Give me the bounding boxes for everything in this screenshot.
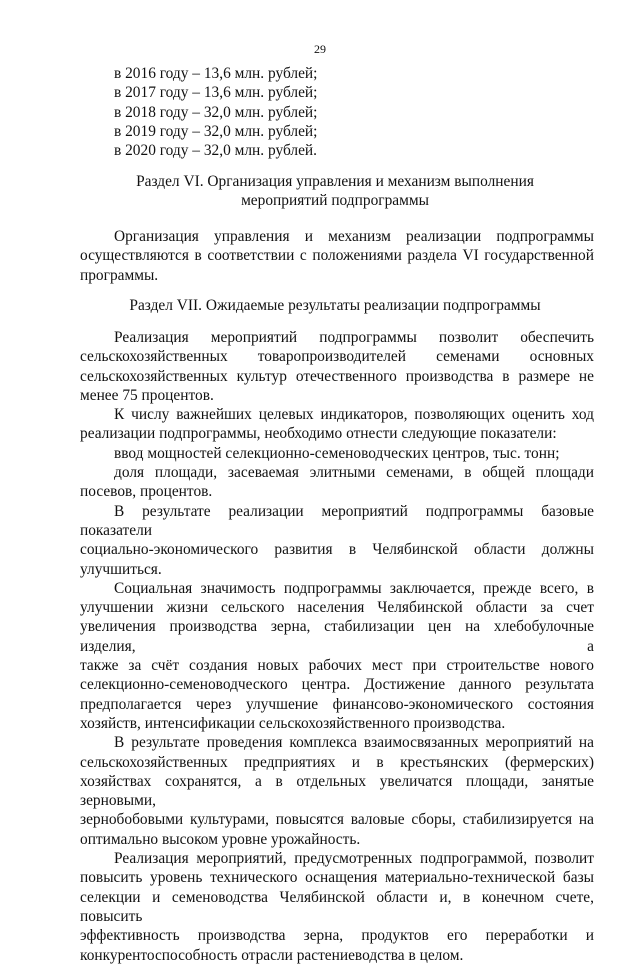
text-line: сельскохозяйственных предприятиях и в крестьянских (фермерских) bbox=[80, 753, 594, 771]
text-line: Реализация мероприятий подпрограммы позволит обеспечить bbox=[114, 329, 594, 346]
text-line: К числу важнейших целевых индикаторов, позволяющих оценить ход bbox=[114, 406, 594, 424]
text-line: селекции и семеноводства Челябинской области и, в конечном счете, повысить bbox=[80, 888, 594, 925]
text-line: ввод мощностей селекционно-семеноводческих центров, тыс. тонн; bbox=[114, 444, 560, 462]
page-number: 29 bbox=[314, 42, 326, 56]
section-6-heading-line: мероприятий подпрограммы bbox=[241, 192, 429, 210]
text-line: реализации подпрограммы, необходимо отнести следующие показатели: bbox=[80, 425, 557, 443]
section-7-heading-line: Раздел VII. Ожидаемые результаты реализации подпрограммы bbox=[129, 297, 541, 314]
funding-list bbox=[114, 64, 317, 160]
text-line: улучшиться. bbox=[80, 560, 162, 578]
text-line: социально-экономического развития в Челябинской области должны bbox=[80, 541, 594, 559]
section-7-body bbox=[80, 328, 594, 965]
funding-line: в 2020 году – 32,0 млн. рублей. bbox=[114, 142, 318, 160]
text-line: менее 75 процентов. bbox=[80, 386, 214, 404]
text-line: хозяйств, интенсификации сельскохозяйственного производства. bbox=[80, 714, 506, 732]
text-line: сельскохозяйственных товаропроизводителей семенами основных bbox=[80, 348, 594, 366]
text-line: В результате проведения комплекса взаимосвязанных мероприятий на bbox=[114, 734, 594, 752]
text-line: повысить уровень технического оснащения материально-технической базы bbox=[80, 869, 594, 887]
section-6-paragraph bbox=[80, 227, 594, 285]
text-line: Реализация мероприятий, предусмотренных подпрограммой, позволит bbox=[114, 850, 594, 868]
text-line: эффективность производства зерна, продуктов его переработки и bbox=[80, 927, 594, 945]
text-line: также за счёт создания новых рабочих мест при строительстве нового bbox=[80, 657, 594, 675]
funding-line: в 2016 году – 13,6 млн. рублей; bbox=[114, 65, 318, 82]
text-line: увеличения производства зерна, стабилизации цен на хлебобулочные изделия, а bbox=[80, 618, 594, 655]
funding-line: в 2017 году – 13,6 млн. рублей; bbox=[114, 84, 318, 102]
text-line: В результате реализации мероприятий подпрограммы базовые показатели bbox=[80, 502, 594, 539]
text-line: оптимально высоком уровне урожайность. bbox=[80, 830, 361, 848]
text-line: осуществляются в соответствии с положениями раздела VI государственной bbox=[80, 247, 594, 265]
text-line: селекционно-семеноводческого центра. Достижение данного результата bbox=[80, 676, 594, 694]
text-line: посевов, процентов. bbox=[80, 483, 213, 501]
text-line: зернобобовыми культурами, повысятся валовые сборы, стабилизируется на bbox=[80, 811, 594, 829]
text-line: доля площади, засеваемая элитными семенами, в общей площади bbox=[114, 464, 594, 482]
text-line: программы. bbox=[80, 266, 159, 284]
funding-line: в 2018 году – 32,0 млн. рублей; bbox=[114, 103, 318, 121]
text-line: Социальная значимость подпрограммы заключается, прежде всего, в bbox=[114, 579, 594, 597]
text-line: сельскохозяйственных культур отечественного производства в размере не bbox=[80, 367, 594, 385]
section-6-heading bbox=[80, 172, 590, 211]
text-line: улучшении жизни сельского населения Челябинской области за счет bbox=[80, 599, 594, 617]
section-6-heading-line: Раздел VI. Организация управления и механизм выполнения bbox=[136, 173, 534, 190]
section-7-heading bbox=[80, 296, 590, 315]
text-line: хозяйствах сохранятся, а в отдельных увеличатся площади, занятые зерновыми, bbox=[80, 772, 594, 810]
text-line: конкурентоспособность отрасли растениеводства в целом. bbox=[80, 946, 464, 964]
funding-line: в 2019 году – 32,0 млн. рублей; bbox=[114, 122, 318, 140]
text-line: Организация управления и механизм реализации подпрограммы bbox=[114, 228, 594, 245]
text-line: предполагается через улучшение финансово-экономического состояния bbox=[80, 695, 594, 713]
